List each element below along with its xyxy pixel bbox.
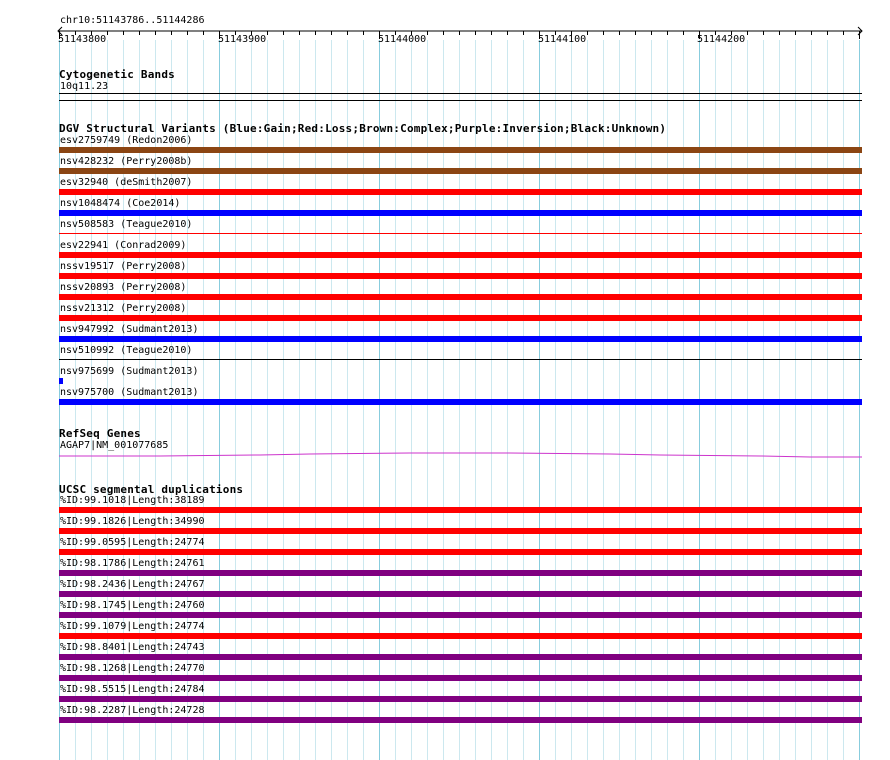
dgv-variant-label[interactable]: nsv508583 (Teague2010) [60,219,193,230]
segdup-label[interactable]: %ID:99.1079|Length:24774 [60,621,205,632]
dgv-variant-label[interactable]: nssv19517 (Perry2008) [60,261,187,272]
segdup-track-title[interactable]: UCSC segmental duplications [59,483,244,496]
ruler-range-label: chr10:51143786..51144286 [60,15,205,26]
segdup-feature[interactable] [59,654,862,660]
dgv-variant-feature[interactable] [59,315,862,321]
dgv-variant-label[interactable]: nssv20893 (Perry2008) [60,282,187,293]
dgv-variant-label[interactable]: esv32940 (deSmith2007) [60,177,193,188]
cytoband-feature-top[interactable] [59,93,862,94]
segdup-label[interactable]: %ID:99.1018|Length:38189 [60,495,205,506]
cytoband-label[interactable]: 10q11.23 [60,81,109,92]
ruler-tick-label: 51143800 [58,34,107,45]
segdup-feature[interactable] [59,675,862,681]
segdup-label[interactable]: %ID:99.1826|Length:34990 [60,516,205,527]
segdup-label[interactable]: %ID:98.2287|Length:24728 [60,705,205,716]
segdup-feature[interactable] [59,633,862,639]
segdup-feature[interactable] [59,507,862,513]
segdup-label[interactable]: %ID:98.5515|Length:24784 [60,684,205,695]
dgv-variant-label[interactable]: esv2759749 (Redon2006) [60,135,193,146]
refseq-gene-label[interactable]: AGAP7|NM_001077685 [60,440,169,451]
segdup-feature[interactable] [59,717,862,723]
ruler-axis[interactable] [0,24,890,40]
dgv-variant-feature[interactable] [59,273,862,279]
dgv-variant-feature[interactable] [59,168,862,174]
segdup-label[interactable]: %ID:98.1745|Length:24760 [60,600,205,611]
refseq-gene-feature[interactable] [0,450,890,460]
ruler-tick-label: 51144100 [538,34,587,45]
dgv-variant-feature[interactable] [59,359,862,360]
dgv-variant-feature[interactable] [59,210,862,216]
segdup-label[interactable]: %ID:98.8401|Length:24743 [60,642,205,653]
dgv-variant-feature[interactable] [59,336,862,342]
dgv-variant-feature[interactable] [59,378,63,384]
cytogenetic-track-title[interactable]: Cytogenetic Bands [59,68,175,81]
dgv-variant-label[interactable]: nssv21312 (Perry2008) [60,303,187,314]
segdup-feature[interactable] [59,696,862,702]
dgv-variant-label[interactable]: nsv428232 (Perry2008b) [60,156,193,167]
dgv-variant-feature[interactable] [59,189,862,195]
ruler-tick-label: 51144000 [378,34,427,45]
dgv-variant-label[interactable]: nsv947992 (Sudmant2013) [60,324,199,335]
dgv-variant-feature[interactable] [59,147,862,153]
dgv-variant-feature[interactable] [59,252,862,258]
dgv-variant-label[interactable]: esv22941 (Conrad2009) [60,240,187,251]
segdup-feature[interactable] [59,612,862,618]
segdup-label[interactable]: %ID:98.1268|Length:24770 [60,663,205,674]
segdup-feature[interactable] [59,570,862,576]
ruler-tick-label: 51143900 [218,34,267,45]
dgv-variant-label[interactable]: nsv975699 (Sudmant2013) [60,366,199,377]
dgv-variant-feature[interactable] [59,294,862,300]
cytoband-feature-bottom[interactable] [59,100,862,101]
segdup-feature[interactable] [59,528,862,534]
segdup-label[interactable]: %ID:99.0595|Length:24774 [60,537,205,548]
segdup-label[interactable]: %ID:98.2436|Length:24767 [60,579,205,590]
dgv-variant-label[interactable]: nsv975700 (Sudmant2013) [60,387,199,398]
dgv-variant-label[interactable]: nsv1048474 (Coe2014) [60,198,181,209]
dgv-variant-feature[interactable] [59,399,862,405]
refseq-track-title[interactable]: RefSeq Genes [59,427,141,440]
ruler-tick-label: 51144200 [697,34,746,45]
dgv-variant-feature[interactable] [59,233,862,234]
dgv-track-title[interactable]: DGV Structural Variants (Blue:Gain;Red:Loss;Brown:Complex;Purple:Inversion;Black:Unknown) [59,122,667,135]
segdup-feature[interactable] [59,549,862,555]
segdup-label[interactable]: %ID:98.1786|Length:24761 [60,558,205,569]
dgv-variant-label[interactable]: nsv510992 (Teague2010) [60,345,193,356]
segdup-feature[interactable] [59,591,862,597]
